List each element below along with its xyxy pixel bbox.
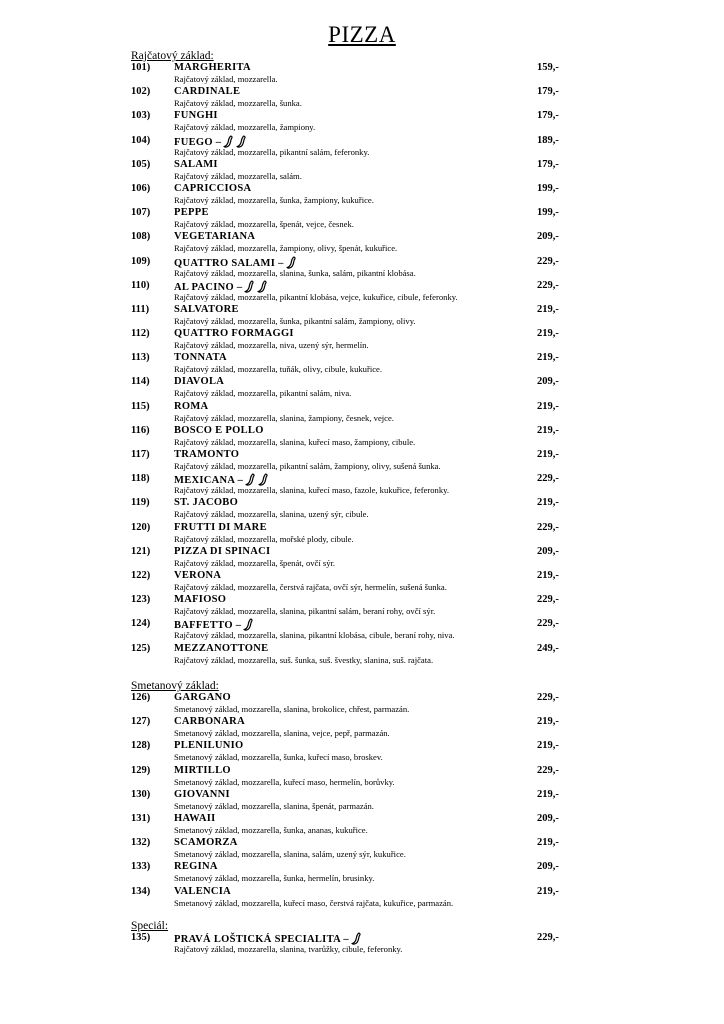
item-name-text: SALVATORE (174, 303, 239, 315)
item-list (131, 692, 591, 910)
item-name-text: MARGHERITA (174, 62, 251, 73)
item-name (174, 376, 224, 388)
item-number: 133) (131, 861, 151, 873)
item-name-text: CARBONARA (174, 716, 245, 728)
item-number: 123) (131, 594, 151, 606)
item-name-text: AL PACINO – (174, 281, 243, 293)
item-description: Rajčatový základ, mozzarella, niva, uzený sýr, hermelín. (174, 340, 369, 351)
item-name-text: FRUTTI DI MARE (174, 521, 267, 533)
menu-item (131, 522, 591, 546)
item-name (174, 110, 218, 122)
item-name (174, 304, 239, 316)
menu-item (131, 159, 591, 183)
item-name (174, 159, 218, 171)
item-name-text: FUEGO – (174, 136, 222, 148)
item-price: 159,- (537, 62, 559, 73)
item-description: Smetanový základ, mozzarella, šunka, ananas, kukuřice. (174, 824, 368, 835)
item-description: Smetanový základ, mozzarella, šunka, hermelín, brusinky. (174, 873, 375, 884)
menu-item (131, 837, 591, 861)
item-description: Rajčatový základ, mozzarella, pikantní salám, žampiony, olivy, sušená šunka. (174, 461, 441, 471)
item-name-text: CAPRICCIOSA (174, 182, 252, 194)
item-name-text: FUNGHI (174, 110, 218, 122)
item-name (174, 740, 244, 752)
item-description: Rajčatový základ, mozzarella, pikantní klobása, vejce, kukuřice, cibule, feferonky. (174, 291, 458, 302)
item-list (131, 62, 591, 667)
menu-item (131, 765, 591, 789)
item-name (174, 449, 239, 461)
menu-item (131, 62, 591, 86)
item-price: 209,- (537, 231, 559, 243)
item-number: 131) (131, 812, 151, 824)
menu-item (131, 546, 591, 570)
menu-item (131, 135, 591, 159)
item-price: 219,- (537, 497, 559, 509)
item-number: 130) (131, 788, 151, 800)
item-number: 132) (131, 837, 151, 849)
item-price: 219,- (537, 449, 559, 460)
item-price: 229,- (537, 255, 559, 267)
item-name-text: DIAVOLA (174, 376, 225, 388)
item-description: Rajčatový základ, mozzarella, slanina, pikantní klobása, cibule, beraní rohy, niva. (174, 630, 455, 641)
item-number: 134) (131, 885, 151, 897)
item-name (174, 886, 231, 898)
item-description: Rajčatový základ, mozzarella, slanina, kuřecí maso, fazole, kukuřice, feferonky. (174, 485, 450, 496)
menu-item (131, 352, 591, 376)
item-name-text: QUATTRO FORMAGGI (174, 328, 294, 340)
item-description: Rajčatový základ, mozzarella, suš. šunka, suš. švestky, slanina, suš. rajčata. (174, 654, 434, 665)
item-description: Rajčatový základ, mozzarella, šunka. (174, 98, 302, 109)
item-name (174, 352, 227, 364)
item-description: Smetanový základ, mozzarella, šunka, kuřecí maso, broskev. (174, 752, 383, 763)
item-number: 118) (131, 473, 150, 485)
section-cream-base (131, 680, 591, 910)
item-number: 124) (131, 618, 151, 630)
item-number: 107) (131, 207, 151, 219)
item-price: 229,- (537, 618, 559, 630)
item-number: 106) (131, 182, 151, 194)
item-name-text: GIOVANNI (174, 788, 230, 800)
item-number: 119) (131, 497, 150, 509)
item-name (174, 497, 238, 509)
item-name-text: MEZZANOTTONE (174, 642, 269, 654)
item-name (174, 813, 215, 825)
item-price: 229,- (537, 764, 559, 776)
item-name (174, 789, 230, 801)
item-name (174, 546, 270, 558)
item-number: 112) (131, 328, 150, 340)
item-name-text: TRAMONTO (174, 449, 240, 460)
menu-item (131, 594, 591, 618)
item-price: 179,- (537, 86, 559, 98)
item-description: Rajčatový základ, mozzarella, špenát, ovčí sýr. (174, 557, 336, 568)
menu-item (131, 570, 591, 594)
menu-item (131, 861, 591, 885)
section-title: Smetanový základ: (131, 680, 219, 692)
menu-item (131, 932, 591, 956)
item-name-text: PEPPE (174, 207, 209, 219)
item-name (174, 62, 251, 74)
item-price: 209,- (537, 376, 559, 388)
item-number: 125) (131, 642, 151, 654)
item-name-text: VERONA (174, 569, 222, 581)
menu-item (131, 643, 591, 667)
item-description: Smetanový základ, mozzarella, kuřecí maso, čerstvá rajčata, kukuřice, parmazán. (174, 897, 454, 908)
item-name-text: PIZZA DI SPINACI (174, 545, 271, 557)
menu-item (131, 886, 591, 910)
item-name (174, 861, 218, 873)
item-price: 209,- (537, 861, 559, 873)
item-description: Rajčatový základ, mozzarella, salám. (174, 170, 302, 181)
item-price: 199,- (537, 182, 559, 194)
menu-item (131, 716, 591, 740)
item-description: Smetanový základ, mozzarella, slanina, špenát, parmazán. (174, 800, 374, 811)
menu-item (131, 425, 591, 449)
item-description: Smetanový základ, mozzarella, slanina, vejce, pepř, parmazán. (174, 728, 390, 739)
item-number: 113) (131, 352, 150, 364)
item-number: 116) (131, 424, 150, 436)
item-price: 219,- (537, 716, 559, 728)
menu-item (131, 449, 591, 473)
item-description: Rajčatový základ, mozzarella, slanina, šunka, salám, pikantní klobása. (174, 267, 416, 278)
item-number: 127) (131, 716, 151, 728)
item-name-text: MIRTILLO (174, 764, 231, 776)
item-name-text: TONNATA (174, 352, 227, 364)
item-description: Rajčatový základ, mozzarella, slanina, tvarůžky, cibule, feferonky. (174, 944, 403, 954)
item-number: 108) (131, 231, 151, 243)
item-name (174, 207, 209, 219)
item-name (174, 594, 226, 606)
item-name-text: GARGANO (174, 692, 231, 703)
item-number: 110) (131, 279, 150, 291)
item-name-text: ROMA (174, 400, 209, 412)
menu-item (131, 789, 591, 813)
item-name (174, 231, 255, 243)
page-title: PIZZA (328, 22, 396, 47)
item-name-text: QUATTRO SALAMI – (174, 257, 284, 269)
menu-item (131, 618, 591, 642)
item-price: 229,- (537, 594, 559, 606)
item-description: Rajčatový základ, mozzarella, mořské plody, cibule. (174, 533, 354, 544)
menu-item (131, 231, 591, 255)
item-price: 209,- (537, 812, 559, 824)
item-price: 219,- (537, 837, 559, 849)
item-description: Smetanový základ, mozzarella, kuřecí maso, hermelín, borůvky. (174, 776, 395, 787)
item-name-text: BOSCO E POLLO (174, 424, 264, 436)
item-name-text: VEGETARIANA (174, 231, 256, 243)
menu-item (131, 86, 591, 110)
item-description: Rajčatový základ, mozzarella, pikantní salám, feferonky. (174, 146, 370, 157)
section-special (131, 920, 591, 956)
item-number: 111) (131, 303, 150, 315)
item-description: Rajčatový základ, mozzarella, pikantní salám, niva. (174, 388, 352, 399)
item-name-text: HAWAII (174, 812, 216, 824)
item-name (174, 837, 238, 849)
menu-item (131, 256, 591, 280)
item-number: 105) (131, 158, 151, 170)
item-name (174, 86, 240, 98)
item-description: Smetanový základ, mozzarella, slanina, brokolice, chřest, parmazán. (174, 704, 410, 714)
item-price: 219,- (537, 352, 559, 364)
item-description: Rajčatový základ, mozzarella, šunka, pikantní salám, žampiony, olivy. (174, 315, 416, 326)
item-description: Smetanový základ, mozzarella, slanina, salám, uzený sýr, kukuřice. (174, 849, 406, 860)
menu-item (131, 207, 591, 231)
item-name (174, 765, 231, 777)
item-name-text: SCAMORZA (174, 837, 238, 849)
item-list (131, 932, 591, 956)
item-name (174, 425, 264, 437)
item-description: Rajčatový základ, mozzarella, žampiony. (174, 122, 316, 133)
item-price: 209,- (537, 545, 559, 557)
item-description: Rajčatový základ, mozzarella, žampiony, olivy, špenát, kukuřice. (174, 243, 398, 254)
item-description: Rajčatový základ, mozzarella, šunka, žampiony, kukuřice. (174, 194, 374, 205)
item-name (174, 328, 294, 340)
menu-item (131, 692, 591, 716)
item-description: Rajčatový základ, mozzarella, slanina, kuřecí maso, žampiony, cibule. (174, 436, 416, 447)
menu-item (131, 813, 591, 837)
item-number: 126) (131, 692, 151, 703)
item-description: Rajčatový základ, mozzarella, tuňák, olivy, cibule, kukuřice. (174, 364, 382, 375)
item-price: 229,- (537, 279, 559, 291)
item-name-text: PRAVÁ LOŠTICKÁ SPECIALITA – (174, 934, 349, 945)
item-price: 219,- (537, 569, 559, 581)
item-price: 189,- (537, 134, 559, 146)
item-name-text: CARDINALE (174, 86, 241, 98)
section-title: Speciál: (131, 920, 169, 932)
item-number: 120) (131, 521, 151, 533)
item-description: Rajčatový základ, mozzarella, špenát, vejce, česnek. (174, 219, 354, 230)
item-number: 101) (131, 62, 151, 73)
item-price: 199,- (537, 207, 559, 219)
item-name (174, 716, 245, 728)
item-price: 179,- (537, 158, 559, 170)
item-number: 117) (131, 449, 150, 460)
item-price: 219,- (537, 424, 559, 436)
item-price: 219,- (537, 328, 559, 340)
menu-item (131, 473, 591, 497)
menu-item (131, 110, 591, 134)
menu-item (131, 183, 591, 207)
menu-item (131, 328, 591, 352)
item-name (174, 643, 268, 655)
item-number: 115) (131, 400, 150, 412)
item-number: 129) (131, 764, 151, 776)
item-price: 219,- (537, 740, 559, 752)
item-price: 229,- (537, 692, 559, 703)
item-description: Rajčatový základ, mozzarella, slanina, žampiony, česnek, vejce. (174, 412, 394, 423)
item-description: Rajčatový základ, mozzarella. (174, 74, 278, 84)
menu-item (131, 304, 591, 328)
item-price: 219,- (537, 303, 559, 315)
item-name-text: REGINA (174, 861, 218, 873)
item-name (174, 401, 208, 413)
item-name-text: BAFFETTO – (174, 620, 242, 632)
item-price: 219,- (537, 788, 559, 800)
item-number: 135) (131, 932, 151, 943)
item-name-text: MEXICANA – (174, 475, 244, 487)
item-price: 229,- (537, 521, 559, 533)
menu-item (131, 497, 591, 521)
item-number: 103) (131, 110, 151, 122)
item-number: 122) (131, 569, 151, 581)
item-name-text: MAFIOSO (174, 594, 227, 606)
item-description: Rajčatový základ, mozzarella, slanina, uzený sýr, cibule. (174, 509, 369, 520)
item-number: 109) (131, 255, 151, 267)
item-name (174, 692, 231, 704)
item-name (174, 183, 251, 195)
item-description: Rajčatový základ, mozzarella, čerstvá rajčata, ovčí sýr, hermelín, sušená šunka. (174, 581, 447, 592)
item-name-text: SALAMI (174, 158, 218, 170)
item-number: 128) (131, 740, 151, 752)
item-name-text: VALENCIA (174, 885, 232, 897)
item-description: Rajčatový základ, mozzarella, slanina, pikantní salám, beraní rohy, ovčí sýr. (174, 606, 436, 617)
item-number: 121) (131, 545, 151, 557)
section-title: Rajčatový základ: (131, 50, 214, 62)
item-price: 229,- (537, 473, 559, 485)
item-name (174, 522, 267, 534)
item-number: 114) (131, 376, 150, 388)
section-tomato-base (131, 50, 591, 667)
item-name-text: PLENILUNIO (174, 740, 244, 752)
menu-item (131, 740, 591, 764)
item-price: 249,- (537, 642, 559, 654)
item-name (174, 570, 221, 582)
item-price: 219,- (537, 400, 559, 412)
item-price: 219,- (537, 885, 559, 897)
item-name-text: ST. JACOBO (174, 497, 239, 509)
item-price: 229,- (537, 932, 559, 943)
menu-item (131, 280, 591, 304)
item-number: 104) (131, 134, 151, 146)
menu-item (131, 401, 591, 425)
item-price: 179,- (537, 110, 559, 122)
menu-item (131, 376, 591, 400)
item-number: 102) (131, 86, 151, 98)
